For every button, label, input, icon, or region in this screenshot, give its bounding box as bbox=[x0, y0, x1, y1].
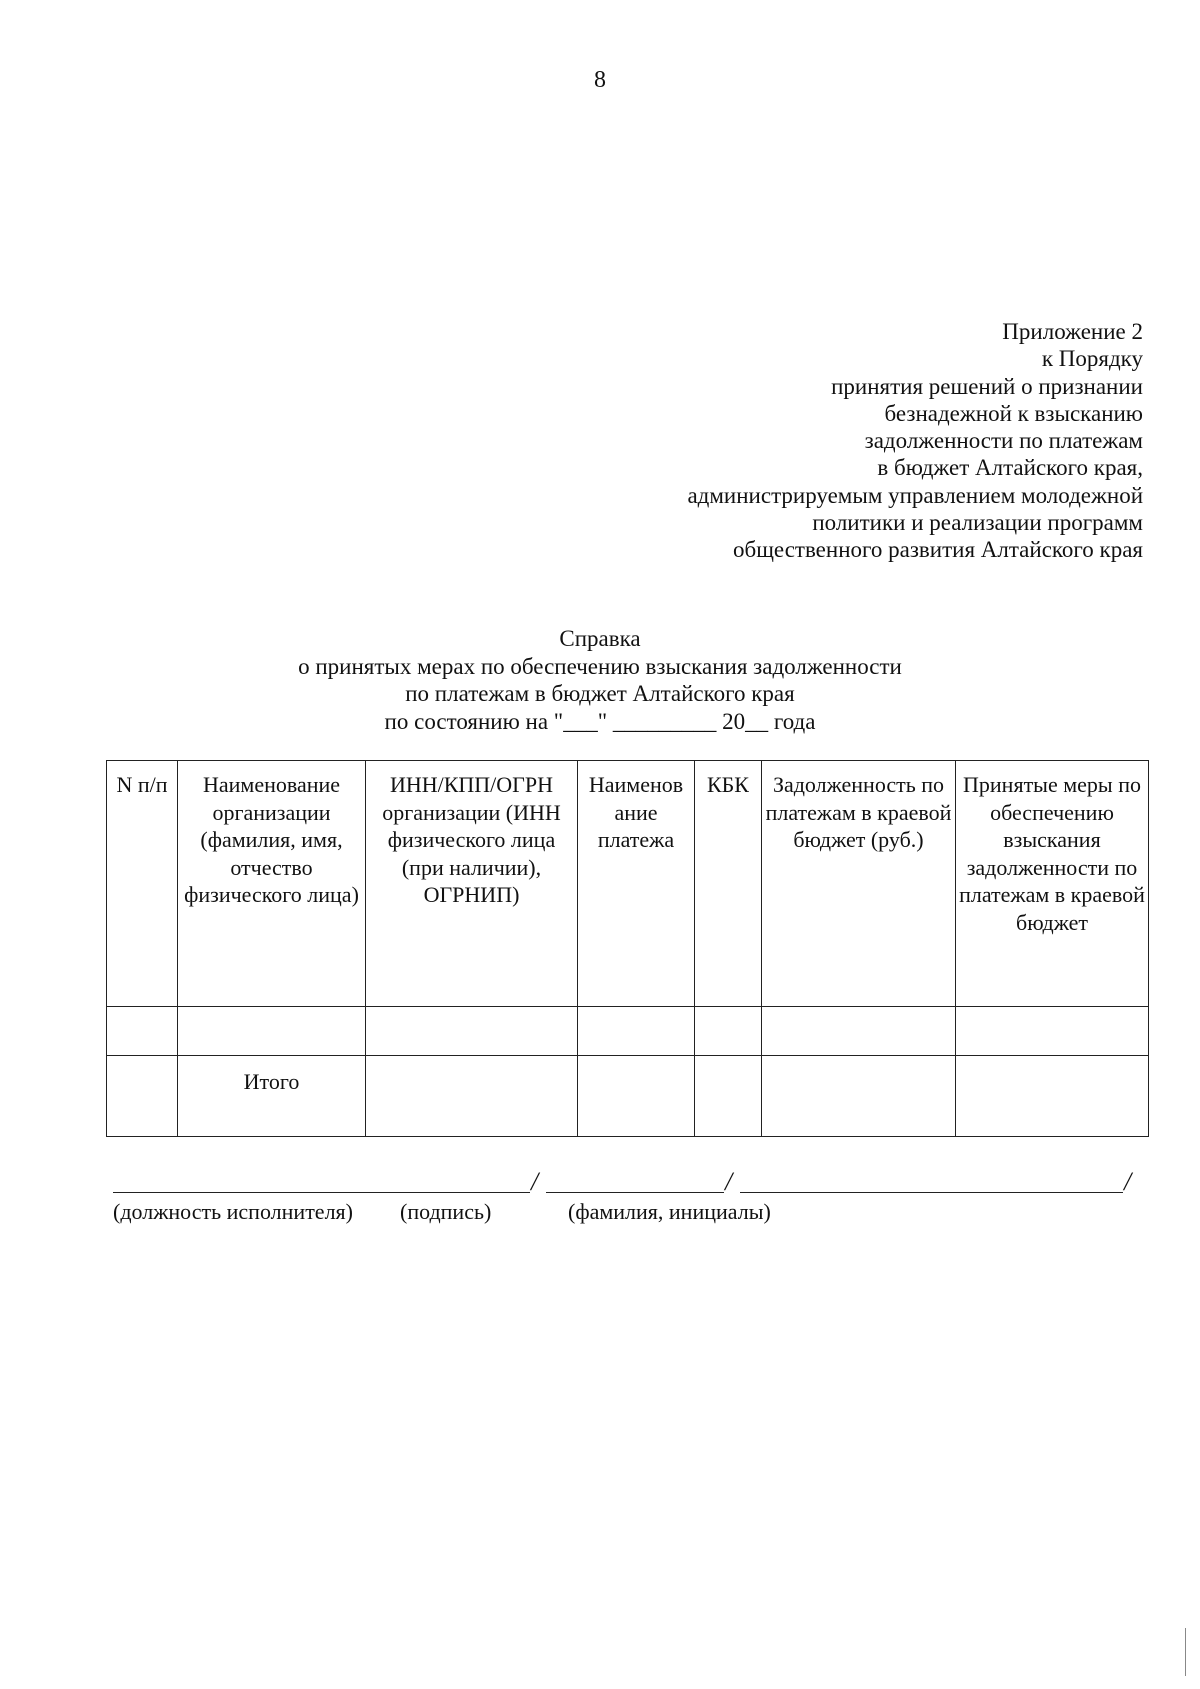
appendix-line: задолженности по платежам bbox=[864, 428, 1143, 454]
header-inn-kpp-ogrn: ИНН/КПП/ОГРН организации (ИНН физического лица (при наличии), ОГРНИП) bbox=[366, 761, 578, 1007]
table-cell bbox=[178, 1007, 366, 1056]
appendix-line: безнадежной к взысканию bbox=[884, 400, 1143, 426]
appendix-block bbox=[687, 318, 1143, 564]
total-label: Итого bbox=[178, 1056, 366, 1137]
appendix-line: в бюджет Алтайского края, bbox=[877, 455, 1143, 481]
document-title bbox=[0, 625, 1200, 735]
appendix-line: к Порядку bbox=[1041, 346, 1143, 372]
table-cell bbox=[107, 1007, 178, 1056]
table-cell bbox=[762, 1007, 956, 1056]
table-cell bbox=[107, 1056, 178, 1137]
position-line bbox=[113, 1192, 530, 1193]
name-line bbox=[740, 1192, 1123, 1193]
table-cell bbox=[956, 1007, 1149, 1056]
report-table bbox=[106, 760, 1149, 1137]
separator-slash: / bbox=[531, 1167, 539, 1196]
scan-margin-mark bbox=[1185, 1628, 1187, 1676]
appendix-line: политики и реализации программ bbox=[812, 510, 1143, 536]
header-organization-name: Наименование организации (фамилия, имя, отчество физического лица) bbox=[178, 761, 366, 1007]
separator-slash: / bbox=[1124, 1167, 1132, 1196]
table-header-row bbox=[107, 761, 1149, 1007]
table-cell bbox=[956, 1056, 1149, 1137]
signature-caption: (подпись) bbox=[400, 1199, 492, 1224]
table-cell bbox=[366, 1056, 578, 1137]
title-line: по платежам в бюджет Алтайского края bbox=[405, 681, 795, 706]
page-number: 8 bbox=[594, 67, 606, 93]
table-cell bbox=[366, 1007, 578, 1056]
appendix-line: принятия решений о признании bbox=[831, 373, 1143, 399]
title-date-line: по состоянию на "___" _________ 20__ года bbox=[384, 708, 816, 734]
signature-line bbox=[546, 1192, 724, 1193]
table-cell bbox=[695, 1056, 762, 1137]
title-line: о принятых мерах по обеспечению взыскания задолженности bbox=[298, 653, 902, 679]
header-kbk: КБК bbox=[695, 761, 762, 1007]
header-debt-amount: Задолженность по платежам в краевой бюджет (руб.) bbox=[762, 761, 956, 1007]
appendix-line: администрируемым управлением молодежной bbox=[687, 482, 1143, 508]
separator-slash: / bbox=[725, 1167, 733, 1196]
appendix-line: общественного развития Алтайского края bbox=[733, 537, 1143, 563]
table-total-row bbox=[107, 1056, 1149, 1137]
header-number: N п/п bbox=[107, 761, 178, 1007]
table-row bbox=[107, 1007, 1149, 1056]
table-cell bbox=[578, 1007, 695, 1056]
name-caption: (фамилия, инициалы) bbox=[568, 1199, 771, 1224]
table-cell bbox=[695, 1007, 762, 1056]
appendix-line: Приложение 2 bbox=[1002, 319, 1143, 344]
table-cell bbox=[762, 1056, 956, 1137]
title-heading: Справка bbox=[559, 626, 641, 651]
header-payment-name: Наименов ание платежа bbox=[578, 761, 695, 1007]
position-caption: (должность исполнителя) bbox=[113, 1199, 353, 1224]
table-cell bbox=[578, 1056, 695, 1137]
header-measures-taken: Принятые меры по обеспечению взыскания задолженности по платежам в краевой бюджет bbox=[956, 761, 1149, 1007]
